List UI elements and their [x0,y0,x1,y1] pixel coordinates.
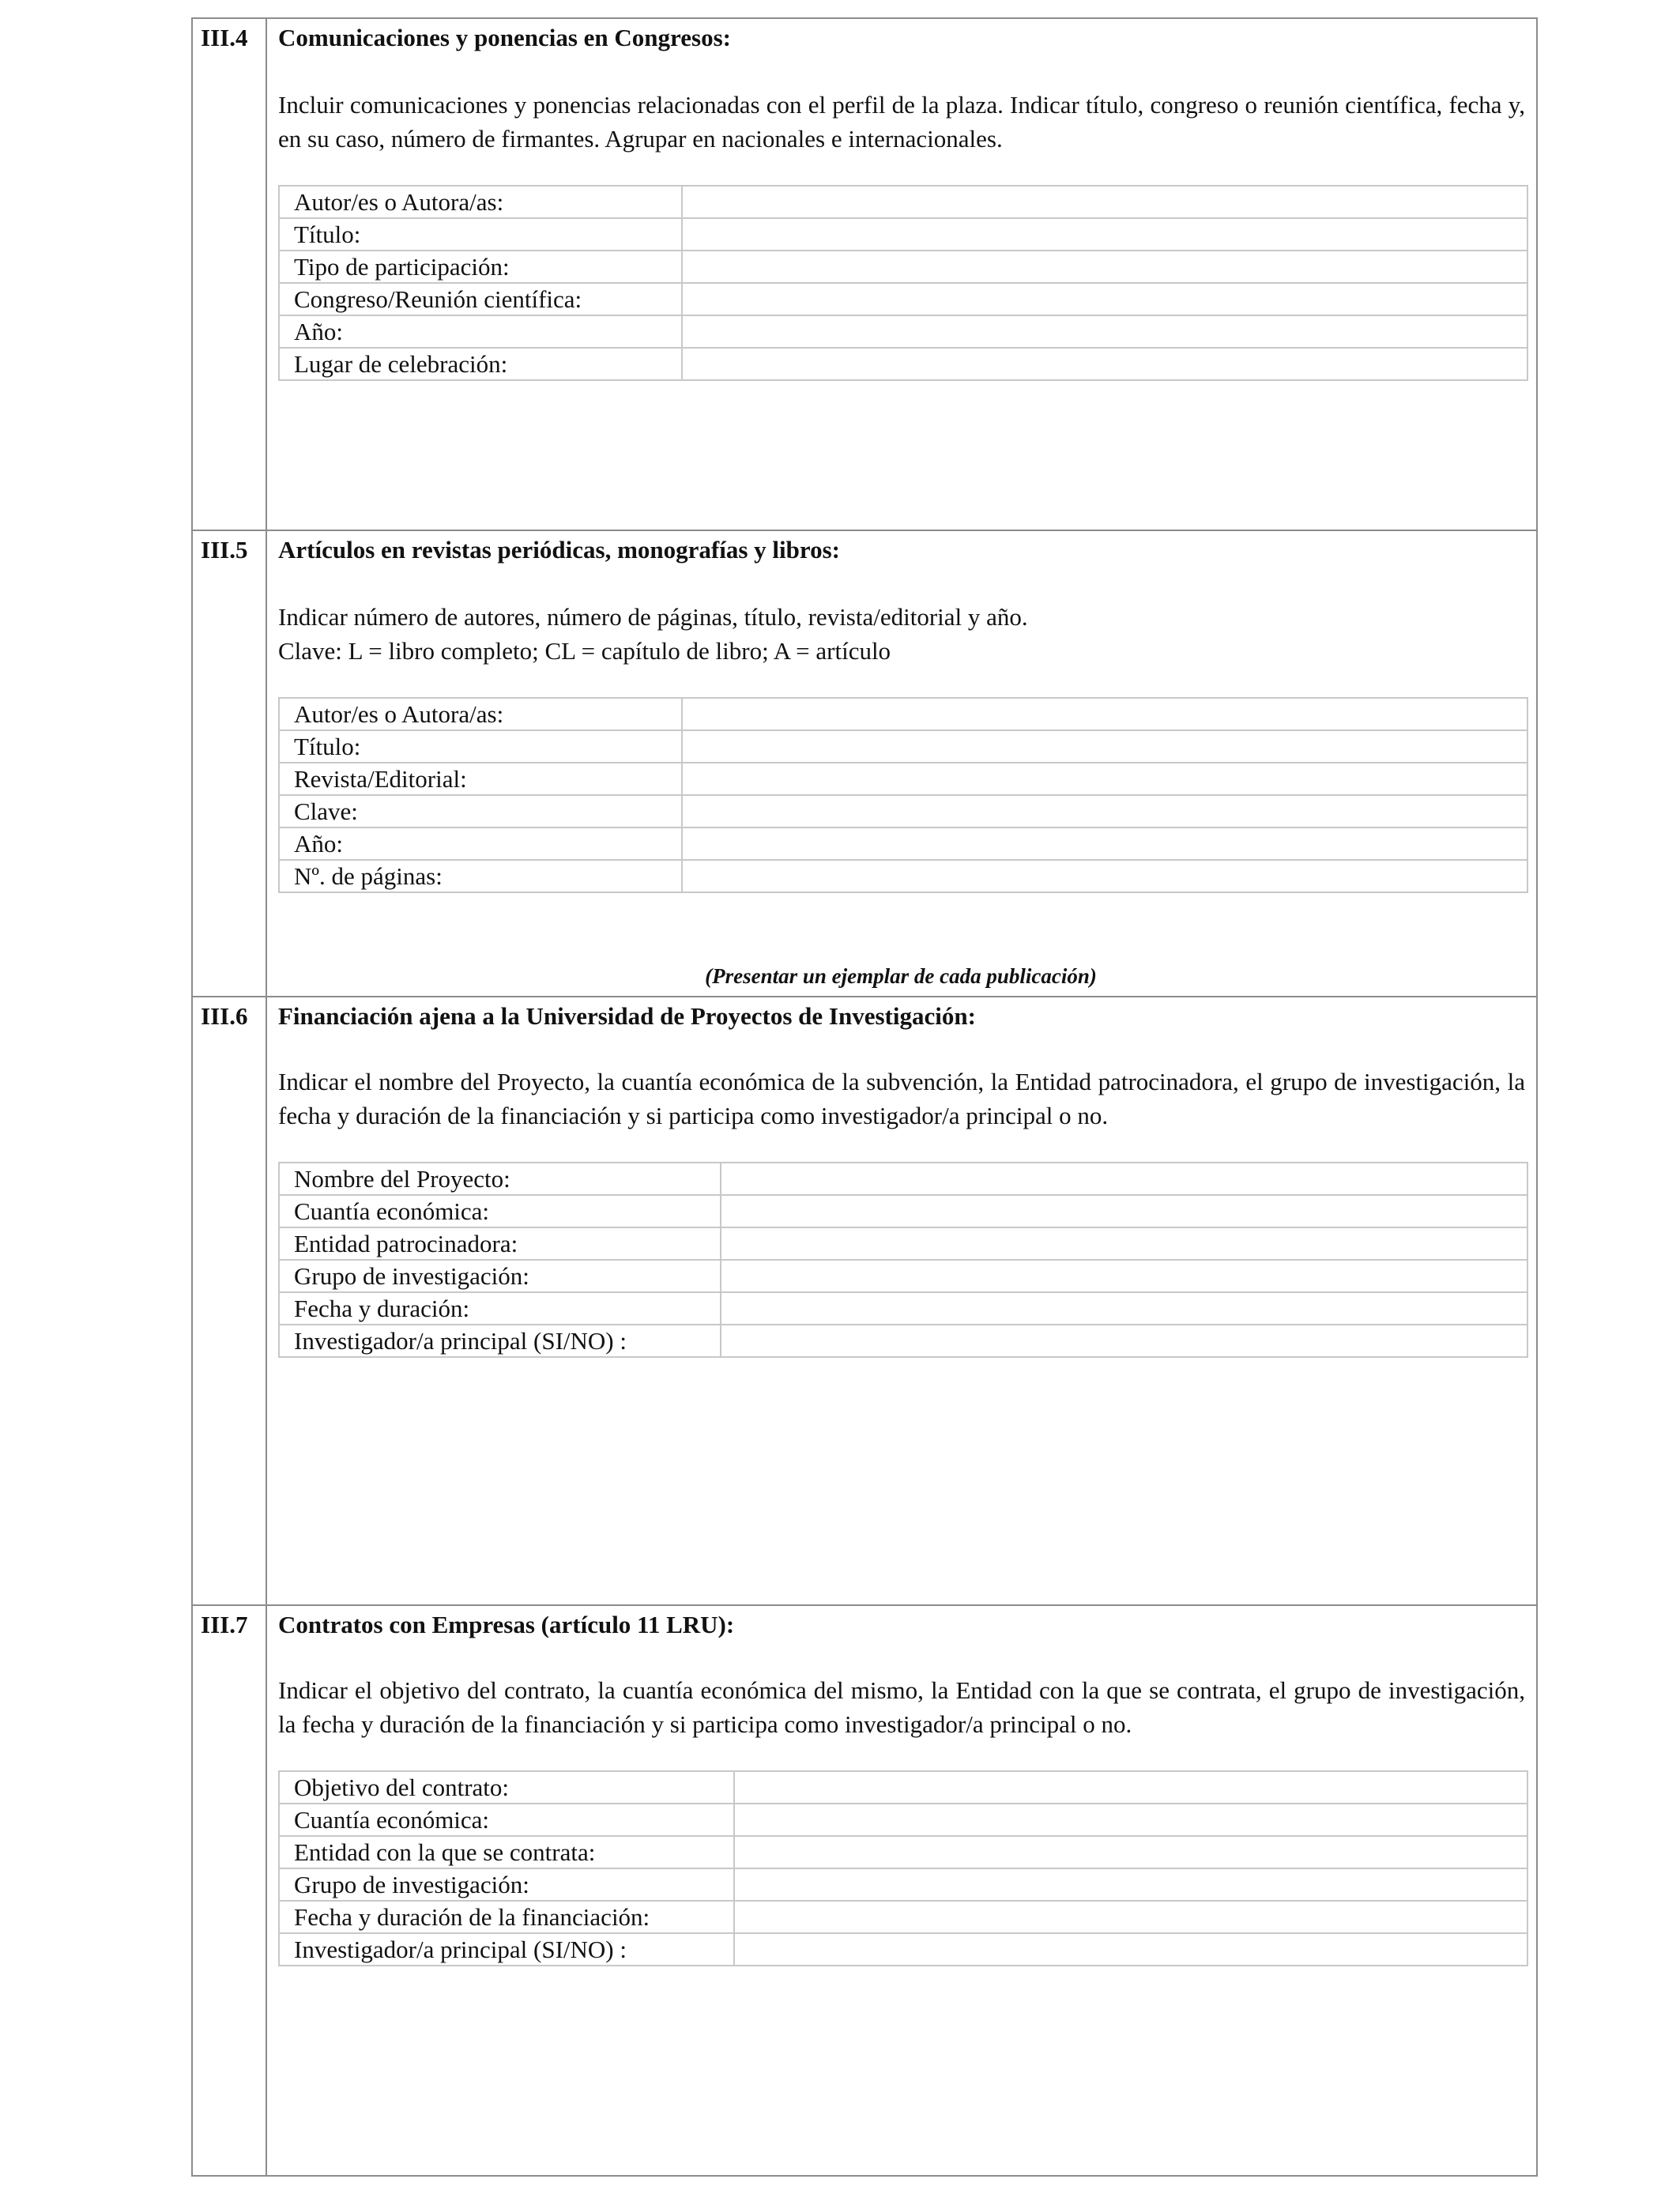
field-value-cell[interactable] [734,1804,1527,1836]
description-line: Indicar número de autores, número de páginas, título, revista/editorial y año. [278,603,1028,631]
field-value-cell[interactable] [682,698,1527,730]
table-row [279,1195,1527,1227]
table-row [279,315,1527,348]
field-label: Título: [279,730,682,763]
field-value-cell[interactable] [734,1771,1527,1804]
field-value-cell[interactable] [682,218,1527,251]
table-row [279,348,1527,380]
field-label: Autor/es o Autora/as: [279,698,682,730]
field-value-cell[interactable] [682,186,1527,218]
fields-table [278,1162,1528,1358]
section-title: Contratos con Empresas (artículo 11 LRU): [278,1611,735,1638]
section-iii-4 [193,19,1536,530]
field-value-cell[interactable] [721,1195,1527,1227]
section-description [278,88,1525,156]
field-value-cell[interactable] [682,348,1527,380]
field-value-cell[interactable] [721,1227,1527,1260]
table-row [279,1227,1527,1260]
field-label: Objetivo del contrato: [279,1771,734,1804]
table-row [279,795,1527,827]
field-label: Nº. de páginas: [279,860,682,892]
section-title: Financiación ajena a la Universidad de Proyectos de Investigación: [278,1002,976,1030]
section-iii-5 [193,530,1536,997]
description-line: Clave: L = libro completo; CL = capítulo de libro; A = artículo [278,637,891,665]
table-row [279,1804,1527,1836]
table-row [279,1836,1527,1868]
field-value-cell[interactable] [682,283,1527,315]
section-description [278,1065,1525,1133]
description-line: Incluir comunicaciones y ponencias relacionadas con el perfil de la plaza. Indicar título, congreso o reunión científica, fecha y, en su caso, número de firmantes. Agrupar en nacionales e internacionales. [278,91,1525,153]
table-row [279,730,1527,763]
section-description [278,1673,1525,1741]
field-label: Fecha y duración: [279,1292,721,1325]
field-value-cell[interactable] [682,795,1527,827]
field-label: Fecha y duración de la financiación: [279,1901,734,1933]
field-label: Entidad patrocinadora: [279,1227,721,1260]
section-number: III.6 [201,1002,248,1030]
section-title: Artículos en revistas periódicas, monografías y libros: [278,536,840,564]
table-row [279,186,1527,218]
table-row [279,860,1527,892]
field-value-cell[interactable] [682,860,1527,892]
field-label: Cuantía económica: [279,1195,721,1227]
field-label: Cuantía económica: [279,1804,734,1836]
field-label: Título: [279,218,682,251]
field-value-cell[interactable] [734,1901,1527,1933]
table-row [279,251,1527,283]
field-label: Grupo de investigación: [279,1260,721,1292]
table-row [279,698,1527,730]
field-label: Año: [279,315,682,348]
section-iii-7 [193,1604,1536,2178]
form-frame [191,17,1538,2177]
field-value-cell[interactable] [734,1836,1527,1868]
fields-table [278,1770,1528,1966]
field-value-cell[interactable] [734,1933,1527,1966]
field-label: Tipo de participación: [279,251,682,283]
table-row [279,218,1527,251]
fields-table [278,185,1528,381]
section-number: III.7 [201,1611,248,1638]
section-title: Comunicaciones y ponencias en Congresos: [278,24,731,51]
field-value-cell[interactable] [682,251,1527,283]
field-value-cell[interactable] [721,1163,1527,1195]
table-row [279,1260,1527,1292]
table-row [279,1292,1527,1325]
field-label: Grupo de investigación: [279,1868,734,1901]
field-value-cell[interactable] [734,1868,1527,1901]
field-value-cell[interactable] [721,1292,1527,1325]
table-row [279,1163,1527,1195]
field-value-cell[interactable] [721,1260,1527,1292]
field-label: Revista/Editorial: [279,763,682,795]
field-value-cell[interactable] [682,730,1527,763]
field-label: Autor/es o Autora/as: [279,186,682,218]
fields-table [278,697,1528,893]
field-label: Investigador/a principal (SI/NO) : [279,1933,734,1966]
section-iii-6 [193,996,1536,1606]
table-row [279,1901,1527,1933]
field-label: Investigador/a principal (SI/NO) : [279,1325,721,1357]
table-row [279,1325,1527,1357]
field-value-cell[interactable] [682,763,1527,795]
field-label: Nombre del Proyecto: [279,1163,721,1195]
description-line: Indicar el nombre del Proyecto, la cuantía económica de la subvención, la Entidad patrocinadora, el grupo de investigación, la fecha y duración de la financiación y si participa como investigador/a principal o no. [278,1068,1525,1129]
field-label: Entidad con la que se contrata: [279,1836,734,1868]
field-label: Clave: [279,795,682,827]
description-line: Indicar el objetivo del contrato, la cuantía económica del mismo, la Entidad con la que se contrata, el grupo de investigación, la fecha y duración de la financiación y si participa como investigador/a principal o no. [278,1676,1525,1738]
field-value-cell[interactable] [682,827,1527,860]
field-value-cell[interactable] [682,315,1527,348]
section-description [278,600,1525,668]
section-number: III.4 [201,24,248,51]
field-label: Año: [279,827,682,860]
field-value-cell[interactable] [721,1325,1527,1357]
table-row [279,763,1527,795]
table-row [279,827,1527,860]
publication-note: (Presentar un ejemplar de cada publicación) [705,964,1097,988]
table-row [279,283,1527,315]
table-row [279,1868,1527,1901]
table-row [279,1771,1527,1804]
field-label: Congreso/Reunión científica: [279,283,682,315]
field-label: Lugar de celebración: [279,348,682,380]
table-row [279,1933,1527,1966]
section-number: III.5 [201,536,248,564]
